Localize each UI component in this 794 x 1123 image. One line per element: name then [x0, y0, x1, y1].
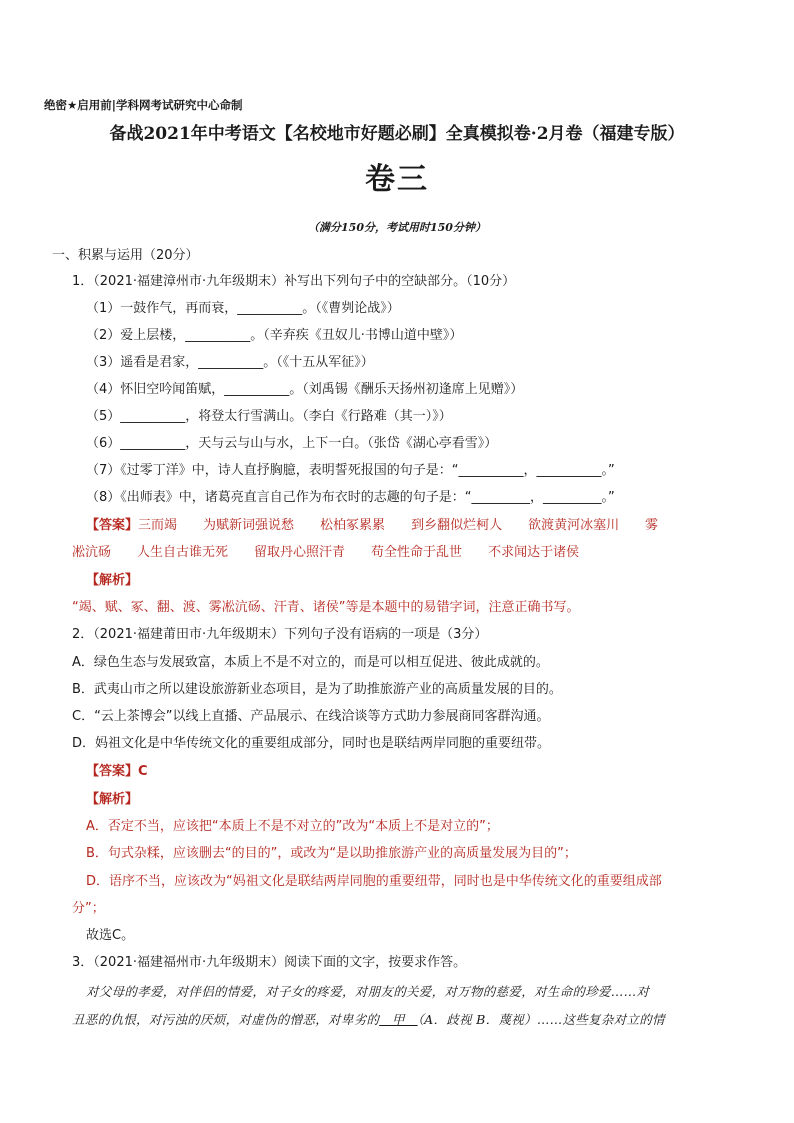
q1-item: （5）__________，将登太行雪满山。（李白《行路难（其一）》） [86, 409, 452, 424]
answer-item: 到乡翻似烂柯人 [411, 518, 503, 533]
q1-analysis-label: 【解析】 [86, 573, 139, 588]
answer-item: 不求闻达于诸侯 [488, 545, 580, 560]
q1-item: （7）《过零丁洋》中，诗人直抒胸臆，表明誓死报国的句子是：“__________，__________。” [86, 463, 615, 478]
score-note: （满分150分，考试用时150分钟） [308, 221, 486, 234]
answer-item: 苟全性命于乱世 [371, 545, 463, 560]
answer-item: 松柏冢累累 [320, 518, 386, 533]
q1-item: （3）遥看是君家，__________。（《十五从军征》） [86, 355, 374, 370]
q2-analysis-line: 分”； [72, 901, 105, 916]
q2-analysis-line: B．句式杂糅，应该删去“的目的”，或改为“是以助推旅游产业的高质量发展为目的”； [86, 846, 577, 861]
answer-item: 人生自古谁无死 [137, 545, 229, 560]
q2-analysis-line: A．否定不当，应该把“本质上不是不对立的”改为“本质上不是对立的”； [86, 819, 499, 834]
q1-answer-line [86, 517, 658, 535]
q1-item: （1）一鼓作气，再而衰，__________。（《曹刿论战》） [86, 301, 400, 316]
q3-passage-line: 对父母的孝爱，对伴侣的情爱，对子女的疼爱，对朋友的关爱，对万物的慈爱，对生命的珍爱……对 [86, 984, 650, 999]
confidential-line: 绝密★启用前|学科网考试研究中心命制 [44, 98, 243, 112]
q1-item: （2）爱上层楼，__________。（辛弃疾《丑奴儿·书博山道中壁》） [86, 328, 463, 343]
passage-text: 丑恶的仇恨，对污浊的厌烦，对虚伪的憎恶，对卑劣的 [72, 1012, 380, 1027]
question-1-stem: 1．（2021·福建漳州市·九年级期末）补写出下列句子中的空缺部分。（10分） [72, 274, 516, 289]
q2-analysis-label: 【解析】 [86, 792, 139, 807]
answer-item: 为赋新词强说愁 [203, 518, 295, 533]
q1-item: （4）怀旧空吟闻笛赋，__________。（刘禹锡《酬乐天扬州初逢席上见赠》） [86, 382, 524, 397]
answer-item: 欲渡黄河冰塞川 [528, 518, 620, 533]
q2-analysis-line: D．语序不当，应该改为“妈祖文化是联结两岸同胞的重要纽带，同时也是中华传统文化的重要组成部 [86, 874, 662, 889]
q1-item: （6）__________，天与云与山与水，上下一白。（张岱《湖心亭看雪》） [86, 436, 498, 451]
q2-conclusion: 故选C。 [86, 928, 135, 943]
passage-text: （A．歧视 B．蔑视）……这些复杂对立的情 [417, 1012, 665, 1027]
answer-item: 留取丹心照汗青 [254, 545, 346, 560]
q1-item: （8）《出师表》中，诸葛亮直言自己作为布衣时的志趣的句子是：“_________，_________。” [86, 490, 615, 505]
q2-option-a: A．绿色生态与发展致富，本质上不是不对立的，而是可以相互促进、彼此成就的。 [72, 655, 549, 670]
answer-item: 雾 [645, 518, 659, 533]
exam-title: 备战2021年中考语文【名校地市好题必刷】全真模拟卷·2月卷（福建专版） [109, 124, 685, 144]
answer-item: 凇沆砀 [72, 545, 112, 560]
q2-answer: 【答案】C [86, 764, 148, 779]
q3-passage-line [72, 1011, 665, 1029]
q2-option-d: D．妈祖文化是中华传统文化的重要组成部分，同时也是联结两岸同胞的重要纽带。 [72, 736, 551, 751]
question-3-stem: 3．（2021·福建福州市·九年级期末）阅读下面的文字，按要求作答。 [72, 955, 467, 970]
q1-analysis: “竭、赋、冢、翻、渡、雾凇沆砀、汗青、诸侯”等是本题中的易错字词，注意正确书写。 [72, 600, 580, 615]
passage-blank: 甲 [379, 1012, 418, 1027]
section-heading: 一、积累与运用（20分） [52, 248, 199, 263]
question-2-stem: 2．（2021·福建莆田市·九年级期末）下列句子没有语病的一项是（3分） [72, 627, 488, 642]
q1-answer-line-2 [72, 544, 579, 562]
answer-item: 三而竭 [138, 518, 178, 533]
q2-option-c: C．“云上茶博会”以线上直播、产品展示、在线洽谈等方式助力参展商同客群沟通。 [72, 709, 550, 724]
answer-label: 【答案】 [86, 518, 139, 533]
q2-option-b: B．武夷山市之所以建设旅游新业态项目，是为了助推旅游产业的高质量发展的目的。 [72, 682, 562, 697]
paper-number: 卷三 [365, 162, 429, 197]
